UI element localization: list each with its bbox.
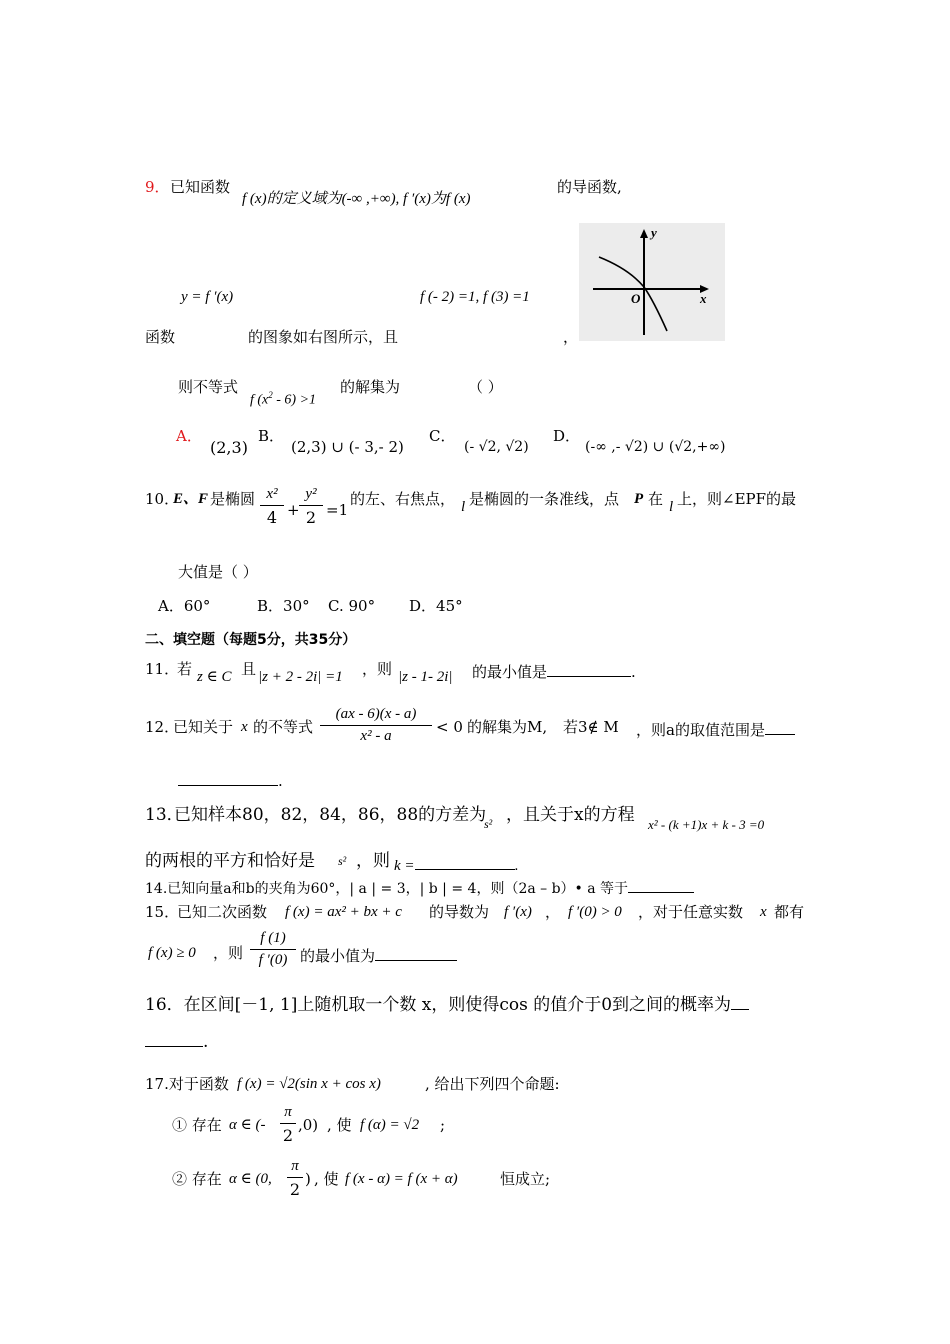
q15-cond: f ′(0) > 0 <box>568 904 622 920</box>
q15-frac-num: f (1) <box>260 930 286 946</box>
q10-frac1-bar <box>260 505 284 506</box>
q9-ineq-head: f (x <box>250 392 269 408</box>
q12-line2 <box>178 771 283 789</box>
q13-s2b: s² <box>338 854 347 868</box>
graph-x-label: x <box>700 291 707 306</box>
q17-p2-tail: , 使 <box>314 1170 339 1188</box>
q9-number: 9． <box>145 178 170 196</box>
q9-graph-text: 的图象如右图所示，且 <box>248 328 399 346</box>
q9-opt-a-label: A． <box>176 427 202 445</box>
q12-text1: 已知关于 <box>173 718 234 736</box>
q11-cond: z ∈ C <box>197 669 232 685</box>
graph-y-label: y <box>651 225 657 240</box>
q17-p1-semi: ; <box>440 1116 446 1134</box>
q16-end: . <box>203 1032 209 1052</box>
q17-p2-semi: 恒成立; <box>500 1170 551 1188</box>
q17-p2-set: α ∈ (0, <box>229 1171 272 1187</box>
q17-p2-label: ② 存在 <box>172 1170 222 1188</box>
q12-answer-blank-2[interactable] <box>178 771 278 786</box>
q9-intro: 已知函数 <box>170 178 231 196</box>
q17-p1-den: 2 <box>282 1126 294 1145</box>
q12-frac-bar <box>320 725 432 726</box>
q13-number: 13． <box>145 805 184 825</box>
q13-s2: s² <box>484 817 493 831</box>
q9-derivative-graph <box>579 223 725 341</box>
q12-text3: 的解集为M, <box>467 718 548 736</box>
q9-ineq-sup: 2 <box>268 390 273 400</box>
q10-ef: E、F <box>173 491 209 507</box>
q14-text <box>145 878 694 896</box>
q10-opt-b: B．30° <box>257 597 310 615</box>
q13-text3: 的两根的平方和恰好是 <box>145 851 315 871</box>
q9-paren: （ ） <box>468 378 503 396</box>
q17-p1-tail: , 使 <box>327 1116 352 1134</box>
q10-opt-d: D．45° <box>409 597 463 615</box>
q15-frac <box>250 930 296 969</box>
q13-end: . <box>514 858 519 874</box>
q15-cond2: f (x) ≥ 0 <box>148 945 196 961</box>
q12-lt: < 0 <box>436 718 463 736</box>
q12-frac-num: (ax - 6)(x - a) <box>335 706 417 722</box>
q15-frac-den: f ′(0) <box>258 952 288 968</box>
q17-p2-end: ) <box>305 1170 311 1188</box>
q15-frac-bar <box>250 949 296 950</box>
q17-p1-set: α ∈ (- <box>229 1117 266 1133</box>
q15-answer-blank[interactable] <box>375 946 457 961</box>
q9-graph-prefix: 函数 <box>145 328 176 346</box>
q10-frac1-num: x² <box>266 486 278 502</box>
graph-svg <box>579 223 725 341</box>
q13-k <box>394 855 518 874</box>
q10-frac2-bar <box>299 505 323 506</box>
q15-f: f (x) = ax² + bx + c <box>285 904 402 920</box>
q15-ze: ，则 <box>213 944 244 962</box>
q11-ze: ，则 <box>362 660 393 678</box>
q16-text <box>145 995 749 1014</box>
q17-p1-eq: f (α) = √2 <box>360 1117 420 1133</box>
q12-frac <box>320 706 432 745</box>
q10-opt-a: A．60° <box>158 597 211 615</box>
q10-frac2 <box>299 486 323 527</box>
q17-p2-eq: f (x - α) = f (x + α) <box>345 1171 458 1187</box>
q9-opt-a: (2,3) <box>210 438 248 457</box>
q10-text5: 上，则∠EPF的最 <box>677 490 797 508</box>
q12-x: x <box>241 719 248 735</box>
q10-frac1-den: 4 <box>266 508 278 527</box>
q12-answer-blank-1[interactable] <box>765 720 795 735</box>
q17-p1-bar <box>280 1123 296 1124</box>
q15-c1: ， <box>545 903 561 921</box>
q17-p2-frac <box>287 1158 303 1199</box>
q15-number: 15． <box>145 903 180 921</box>
q9-opt-d: (-∞ ,- √2) ∪ (√2,+∞) <box>585 439 726 455</box>
q14-text-body: 14.已知向量a和b的夹角为60°，| a | = 3，| b | = 4，则（2a – b）• a 等于 <box>145 881 629 897</box>
q15-text1: 已知二次函数 <box>177 903 268 921</box>
q10-p: P <box>634 491 644 507</box>
section-title: 二、填空题（每题5分，共35分） <box>145 632 357 648</box>
q10-frac2-num: y² <box>305 486 317 502</box>
q10-frac1 <box>260 486 284 527</box>
q11-ruo: 若 <box>177 660 193 678</box>
q10-plus: + <box>287 501 300 519</box>
q17-p1-frac <box>280 1104 296 1145</box>
q10-text4: 在 <box>648 490 664 508</box>
q12-text5-label: ，则a的取值范围是 <box>636 721 765 739</box>
q9-yfunc: y = f ′(x) <box>181 289 234 305</box>
q11-end: . <box>631 663 636 681</box>
q11-abs2: |z - 1- 2i| <box>398 669 453 685</box>
q15-tail <box>300 946 457 964</box>
q10-text3: 是椭圆的一条准线，点 <box>469 490 620 508</box>
q12-text5 <box>636 720 795 738</box>
graph-origin-label: O <box>631 291 641 306</box>
q9-ineq-suffix: 的解集为 <box>340 378 401 396</box>
q10-text2: 的左、右焦点， <box>350 490 456 508</box>
q15-tail-text: 的最小值为 <box>300 947 376 965</box>
q15-text3: ，对于任意实数 <box>638 903 744 921</box>
q9-ineq-prefix: 则不等式 <box>178 378 239 396</box>
q15-text2: 的导数为 <box>429 903 490 921</box>
q13-text2: ，且关于x的方程 <box>506 805 635 825</box>
q9-comma: ， <box>563 328 579 346</box>
q12-number: 12． <box>145 718 180 736</box>
q9-derivative-label: 的导函数, <box>557 178 622 196</box>
q17-intro: 17.对于函数 <box>145 1075 229 1093</box>
q10-text6: 大值是（ ） <box>178 563 258 581</box>
q9-ineq <box>250 391 316 408</box>
q13-k-label: k = <box>394 858 415 874</box>
q10-l1: l <box>461 499 466 515</box>
q17-p2-den: 2 <box>289 1180 301 1199</box>
q17-p2-num: π <box>291 1158 299 1174</box>
q9-opt-d-label: D． <box>553 427 581 445</box>
q17-p1-label: ① 存在 <box>172 1116 222 1134</box>
q11-answer-blank[interactable] <box>547 662 631 677</box>
q9-opt-c: (- √2, √2) <box>464 439 529 455</box>
q9-opt-b-label: B． <box>258 427 285 445</box>
q16-answer-blank-1[interactable] <box>731 995 749 1010</box>
q12-frac-den: x² - a <box>360 728 392 744</box>
q12-text4: 若3∉ M <box>563 718 619 736</box>
q11-tail-text: 的最小值是 <box>472 663 548 681</box>
q10-eq: =1 <box>326 501 349 519</box>
q17-p1-end: ,0) <box>298 1116 319 1134</box>
q12-end: . <box>278 772 283 790</box>
q11-number: 11． <box>145 660 180 678</box>
q10-frac2-den: 2 <box>305 508 317 527</box>
q9-domain: f (x)的定义域为(-∞ ,+∞), f ′(x)为f (x) <box>242 191 471 207</box>
q15-text4: 都有 <box>774 903 805 921</box>
q15-x: x <box>760 904 767 920</box>
q9-opt-c-label: C． <box>429 427 456 445</box>
q14-answer-blank[interactable] <box>628 878 694 893</box>
q10-l2: l <box>669 499 674 515</box>
q11-tail <box>472 662 636 680</box>
q12-text2: 的不等式 <box>253 718 314 736</box>
q13-eq: x² - (k +1)x + k - 3 =0 <box>648 817 765 832</box>
q13-answer-blank[interactable] <box>415 855 515 870</box>
q17-p1-num: π <box>284 1104 292 1120</box>
q9-ineq-tail: - 6) >1 <box>272 392 317 408</box>
q13-text4: ，则 <box>356 851 390 871</box>
q10-number: 10． <box>145 490 180 508</box>
q17-p2-bar <box>287 1177 303 1178</box>
q9-opt-b: (2,3) ∪ (- 3,- 2) <box>291 438 404 456</box>
y-arrow <box>640 229 648 238</box>
q16-text-body: 16．在区间[－1, 1]上随机取一个数 x，则使得cos 的值介于0到之间的概率为 <box>145 995 732 1015</box>
q10-opt-c: C. 90° <box>328 597 376 615</box>
q16-answer-blank-2[interactable] <box>145 1032 203 1047</box>
q17-func: f (x) = √2(sin x + cos x) <box>237 1076 381 1092</box>
q11-qie: 且 <box>241 660 257 678</box>
q11-abs1: |z + 2 - 2i| =1 <box>258 669 343 685</box>
q15-fp: f ′(x) <box>504 904 532 920</box>
q10-text1: 是椭圆 <box>210 490 256 508</box>
q17-intro-tail: , 给出下列四个命题: <box>425 1075 560 1093</box>
q9-conditions: f (- 2) =1, f (3) =1 <box>420 289 530 305</box>
q13-text1: 已知样本80，82，84，86，88的方差为 <box>174 805 487 825</box>
q16-line2 <box>145 1032 208 1051</box>
